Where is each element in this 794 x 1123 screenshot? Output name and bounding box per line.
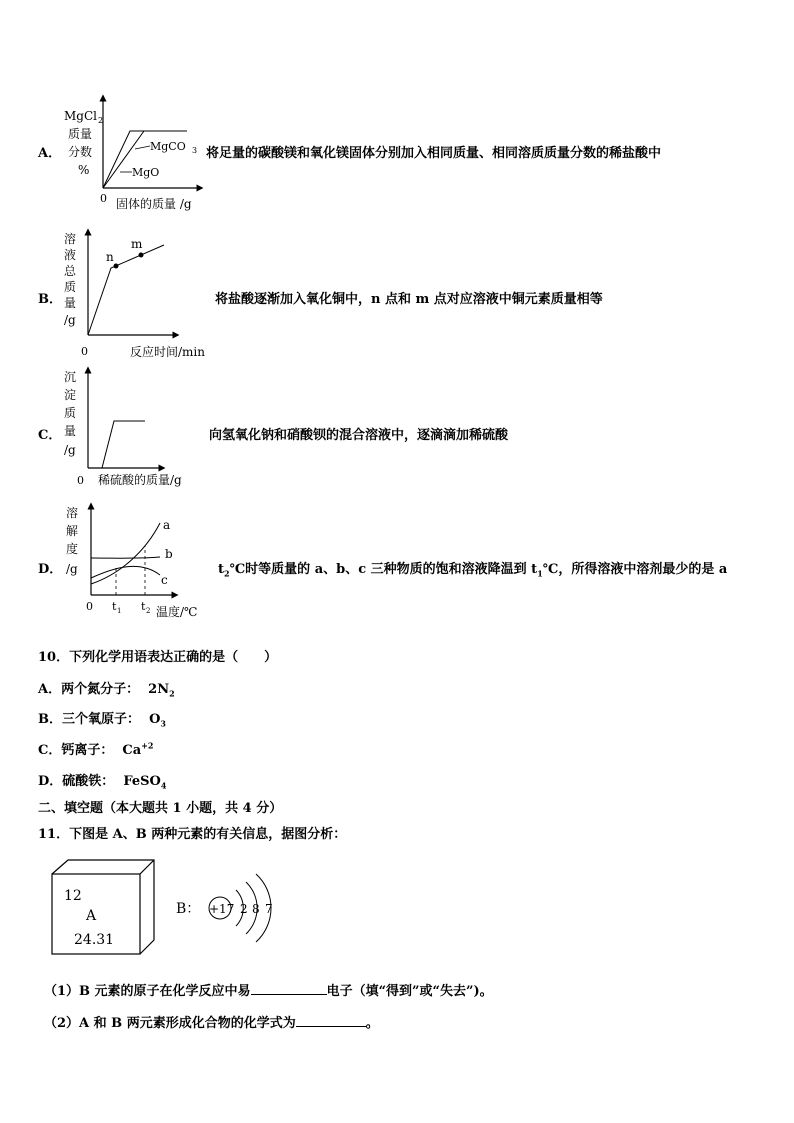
element-a-box: [46, 856, 166, 960]
ylabel-line-2: 解: [66, 524, 79, 538]
point-m-label: m: [131, 237, 143, 251]
shell-1-count: 2: [240, 902, 248, 916]
ylabel-line-6: /g: [64, 313, 76, 327]
curve-c: [91, 566, 160, 578]
option-b-description: 将盐酸逐渐加入氧化铜中，n 点和 m 点对应溶液中铜元素质量相等: [215, 292, 603, 307]
atom-b-label: B：: [176, 901, 201, 917]
ylabel-line-3: 度: [66, 542, 79, 556]
option-b-label: B．: [38, 292, 62, 307]
option-b-graph: [60, 228, 220, 363]
ylabel-line-1: 沉: [64, 370, 77, 384]
option-a-graph: [60, 94, 210, 214]
option-d-label: D．: [38, 562, 63, 577]
ylabel-line-2: 淀: [64, 388, 77, 402]
tick-t2-sub: 2: [146, 607, 151, 615]
atomic-number: 12: [64, 888, 82, 904]
point-n-label: n: [106, 250, 114, 264]
ylabel-line-3: 质: [64, 406, 77, 420]
ylabel-line-1: 溶: [66, 506, 79, 520]
q10-stem: 10．下列化学用语表达正确的是（ ）: [38, 650, 278, 665]
ylabel-sub: 2: [98, 116, 104, 125]
ylabel-line-5: /g: [64, 443, 76, 457]
q10-choice-a: A．两个氮分子： $2N_2$: [38, 682, 175, 699]
ylabel-line-4: %: [78, 163, 90, 177]
option-c-label: C．: [38, 428, 62, 443]
ylabel-line-3: 分数: [68, 145, 93, 159]
shell-3-count: 7: [265, 902, 273, 916]
curve-c-label: c: [161, 573, 168, 587]
point-n: [114, 264, 119, 269]
ylabel-line-5: 量: [64, 296, 77, 310]
section-heading: 二、填空题（本大题共 1 小题，共 4 分）: [38, 801, 283, 816]
origin-label: 0: [86, 600, 93, 613]
q10-choice-d: D．硫酸铁： FeSO$_4$: [38, 774, 167, 791]
option-a-description: 将足量的碳酸镁和氧化镁固体分别加入相同质量、相同溶质质量分数的稀盐酸中: [206, 146, 662, 161]
ylabel-line-4: 量: [64, 424, 77, 438]
x-axis-label: 固体的质量 /g: [116, 197, 192, 211]
q11-part-1: （1）B 元素的原子在化学反应中易 电子（填“得到”或“失去”)。: [44, 984, 493, 999]
q10-choice-c: C．钙离子： $Ca^{+2}$: [38, 740, 154, 758]
q11-stem: 11．下图是 A、B 两种元素的有关信息，据图分析：: [38, 827, 347, 842]
point-m: [139, 253, 144, 258]
ylabel-line-1: 溶: [64, 232, 77, 246]
origin-label: 0: [77, 474, 84, 487]
origin-label: 0: [100, 192, 107, 205]
label-mgco3: MgCO: [150, 140, 186, 153]
precipitate-curve: [102, 421, 145, 468]
origin-label: 0: [81, 345, 88, 358]
x-axis-label: 反应时间/min: [130, 345, 205, 359]
x-axis-label: 稀硫酸的质量/g: [98, 473, 182, 487]
curve-b: [91, 557, 160, 558]
option-c-graph: [60, 366, 210, 494]
ylabel-line-2: 液: [64, 248, 77, 262]
curve-a: [91, 523, 160, 584]
curve-b-label: b: [165, 547, 173, 561]
tick-t2: t: [141, 600, 146, 613]
option-a-label: A．: [38, 146, 62, 161]
ylabel-line-4: /g: [66, 562, 78, 576]
label-mgco3-sub: 3: [192, 146, 198, 155]
element-symbol: A: [86, 908, 97, 924]
ylabel-line-3: 总: [64, 264, 77, 278]
option-d-graph: [60, 502, 210, 624]
shell-2-count: 8: [252, 902, 260, 916]
q10-choice-b: B．三个氧原子： $O_3$: [38, 712, 166, 729]
ylabel-line-2: 质量: [68, 127, 93, 141]
nucleus-charge: +17: [209, 902, 235, 916]
atom-structure-b: [172, 868, 282, 948]
atomic-mass: 24.31: [74, 932, 115, 948]
curve-mgo: [103, 131, 144, 188]
answer-blank-1[interactable]: [251, 982, 327, 995]
ylabel-line-1: MgCl: [64, 109, 97, 123]
q11-part-2: （2）A 和 B 两元素形成化合物的化学式为 。: [44, 1016, 379, 1031]
label-mgo: MgO: [132, 166, 160, 179]
curve-a-label: a: [163, 518, 171, 532]
option-d-description: $t_2℃$时等质量的 a、b、c 三种物质的饱和溶液降温到 $t_1℃$，所得溶液中溶剂最少的是 a: [218, 562, 728, 579]
answer-blank-2[interactable]: [296, 1014, 366, 1027]
tick-t1: t: [112, 600, 117, 613]
tick-t1-sub: 1: [117, 607, 122, 615]
total-mass-curve: [88, 245, 164, 335]
ylabel-line-4: 质: [64, 280, 77, 294]
x-axis-label: 温度/℃: [156, 605, 198, 619]
option-c-description: 向氢氧化钠和硝酸钡的混合溶液中，逐滴滴加稀硫酸: [209, 428, 509, 443]
